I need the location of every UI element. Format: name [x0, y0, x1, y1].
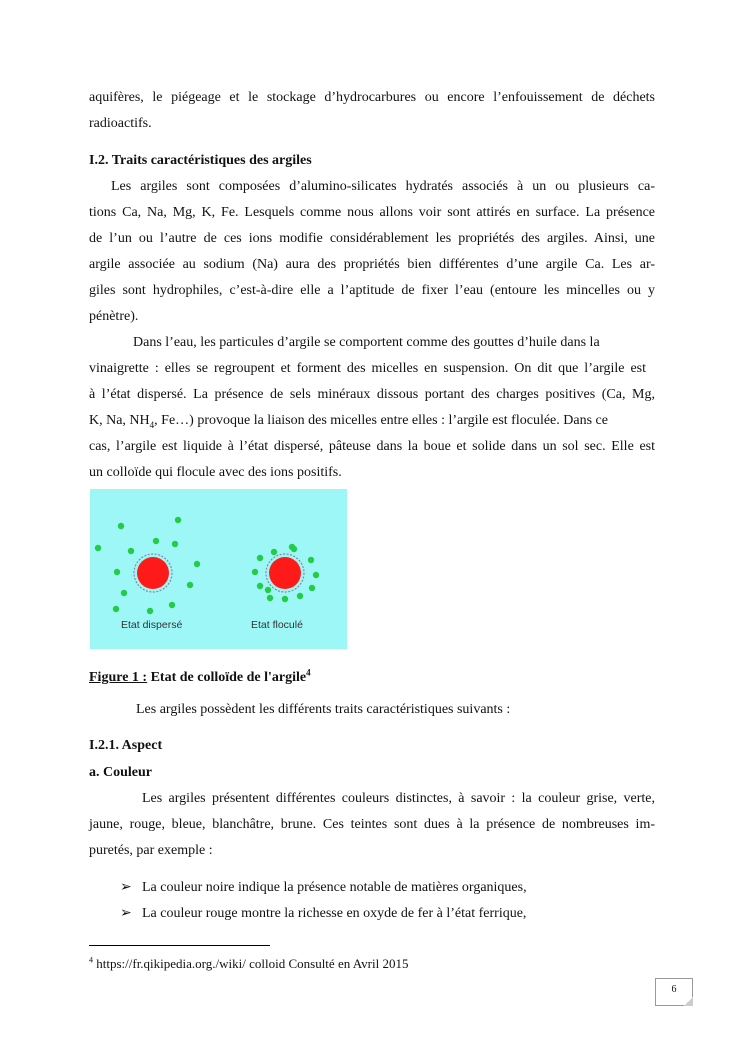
footnote-separator	[89, 945, 270, 946]
text-line: jaune, rouge, bleue, blanchâtre, brune. Ces teintes sont dues à la présence de nombreuses im-	[89, 817, 655, 832]
footnote-ref: 4	[306, 667, 311, 678]
text-line: pénètre).	[89, 309, 139, 324]
dispersed-state	[95, 517, 200, 614]
section-heading: I.2. Traits caractéristiques des argiles	[89, 153, 312, 168]
text-line: aquifères, le piégeage et le stockage d’hydrocarbures ou encore l’enfouissement de déchets	[89, 90, 655, 105]
text-line: Les argiles sont composées d’alumino-silicates hydratés associés à un ou plusieurs ca-	[111, 179, 655, 194]
arrow-bullet-icon: ➢	[120, 906, 132, 921]
caption-prefix: Figure 1 :	[89, 670, 148, 685]
flocculated-micelle	[269, 557, 301, 589]
text-line: à l’état dispersé. La présence de sels minéraux dissous portant des charges positives (Ca, Mg,	[89, 387, 655, 402]
text-line	[89, 412, 655, 434]
list-item-text: La couleur rouge montre la richesse en oxyde de fer à l’état ferrique,	[142, 906, 527, 921]
list-item	[120, 879, 527, 897]
subscript: 4	[149, 419, 155, 430]
footnote	[89, 956, 408, 972]
label-dispersed: Etat dispersé	[121, 619, 183, 631]
text-line: giles sont hydrophiles, c’est-à-dire elle a l’aptitude de fixer l’eau (entoure les mincelles ou y	[89, 283, 655, 298]
text-line: argile associée au sodium (Na) aura des propriétés bien différentes d’une argile Ca. Les ar-	[89, 257, 655, 272]
text-fragment: , Fe…) provoque la liaison des micelles entre elles : l’argile est floculée. Dans ce	[154, 413, 608, 428]
figure-caption	[89, 667, 311, 686]
list-item	[120, 905, 526, 923]
footnote-number: 4	[89, 955, 93, 965]
label-flocculated: Etat floculé	[251, 619, 303, 631]
colloid-figure	[90, 489, 347, 649]
list-item-text: La couleur noire indique la présence notable de matières organiques,	[142, 880, 527, 895]
footnote-text: https://fr.qikipedia.org./wiki/ colloid Consulté en Avril 2015	[93, 956, 409, 971]
text-line: tions Ca, Na, Mg, K, Fe. Lesquels comme nous allons voir sont attirés en surface. La présence	[89, 205, 655, 220]
text-fragment: K, Na, NH	[89, 413, 150, 428]
text-line: Dans l’eau, les particules d’argile se comportent comme des gouttes d’huile dans la	[133, 335, 600, 350]
colloid-diagram	[90, 489, 347, 649]
subsection-heading: a. Couleur	[89, 765, 152, 780]
dispersed-micelle	[137, 557, 169, 589]
flocculated-state	[252, 544, 319, 602]
text-line: Les argiles possèdent les différents traits caractéristiques suivants :	[136, 702, 511, 717]
text-line: Les argiles présentent différentes couleurs distinctes, à savoir : la couleur grise, verte,	[142, 791, 655, 806]
text-line: radioactifs.	[89, 116, 152, 131]
caption-text: Etat de colloïde de l'argile	[147, 670, 307, 685]
page-number: 6	[655, 978, 693, 1006]
text-line: un colloïde qui flocule avec des ions positifs.	[89, 465, 342, 480]
text-line: vinaigrette : elles se regroupent et forment des micelles en suspension. On dit que l’argile est	[89, 361, 646, 376]
text-line: cas, l’argile est liquide à l’état dispersé, pâteuse dans la boue et solide dans un sol sec. Elle est	[89, 439, 655, 454]
text-line: puretés, par exemple :	[89, 843, 213, 858]
arrow-bullet-icon: ➢	[120, 880, 132, 895]
text-line: de l’un ou l’autre de ces ions modifie considérablement les propriétés des argiles. Ainsi, une	[89, 231, 655, 246]
subsection-heading: I.2.1. Aspect	[89, 738, 163, 753]
